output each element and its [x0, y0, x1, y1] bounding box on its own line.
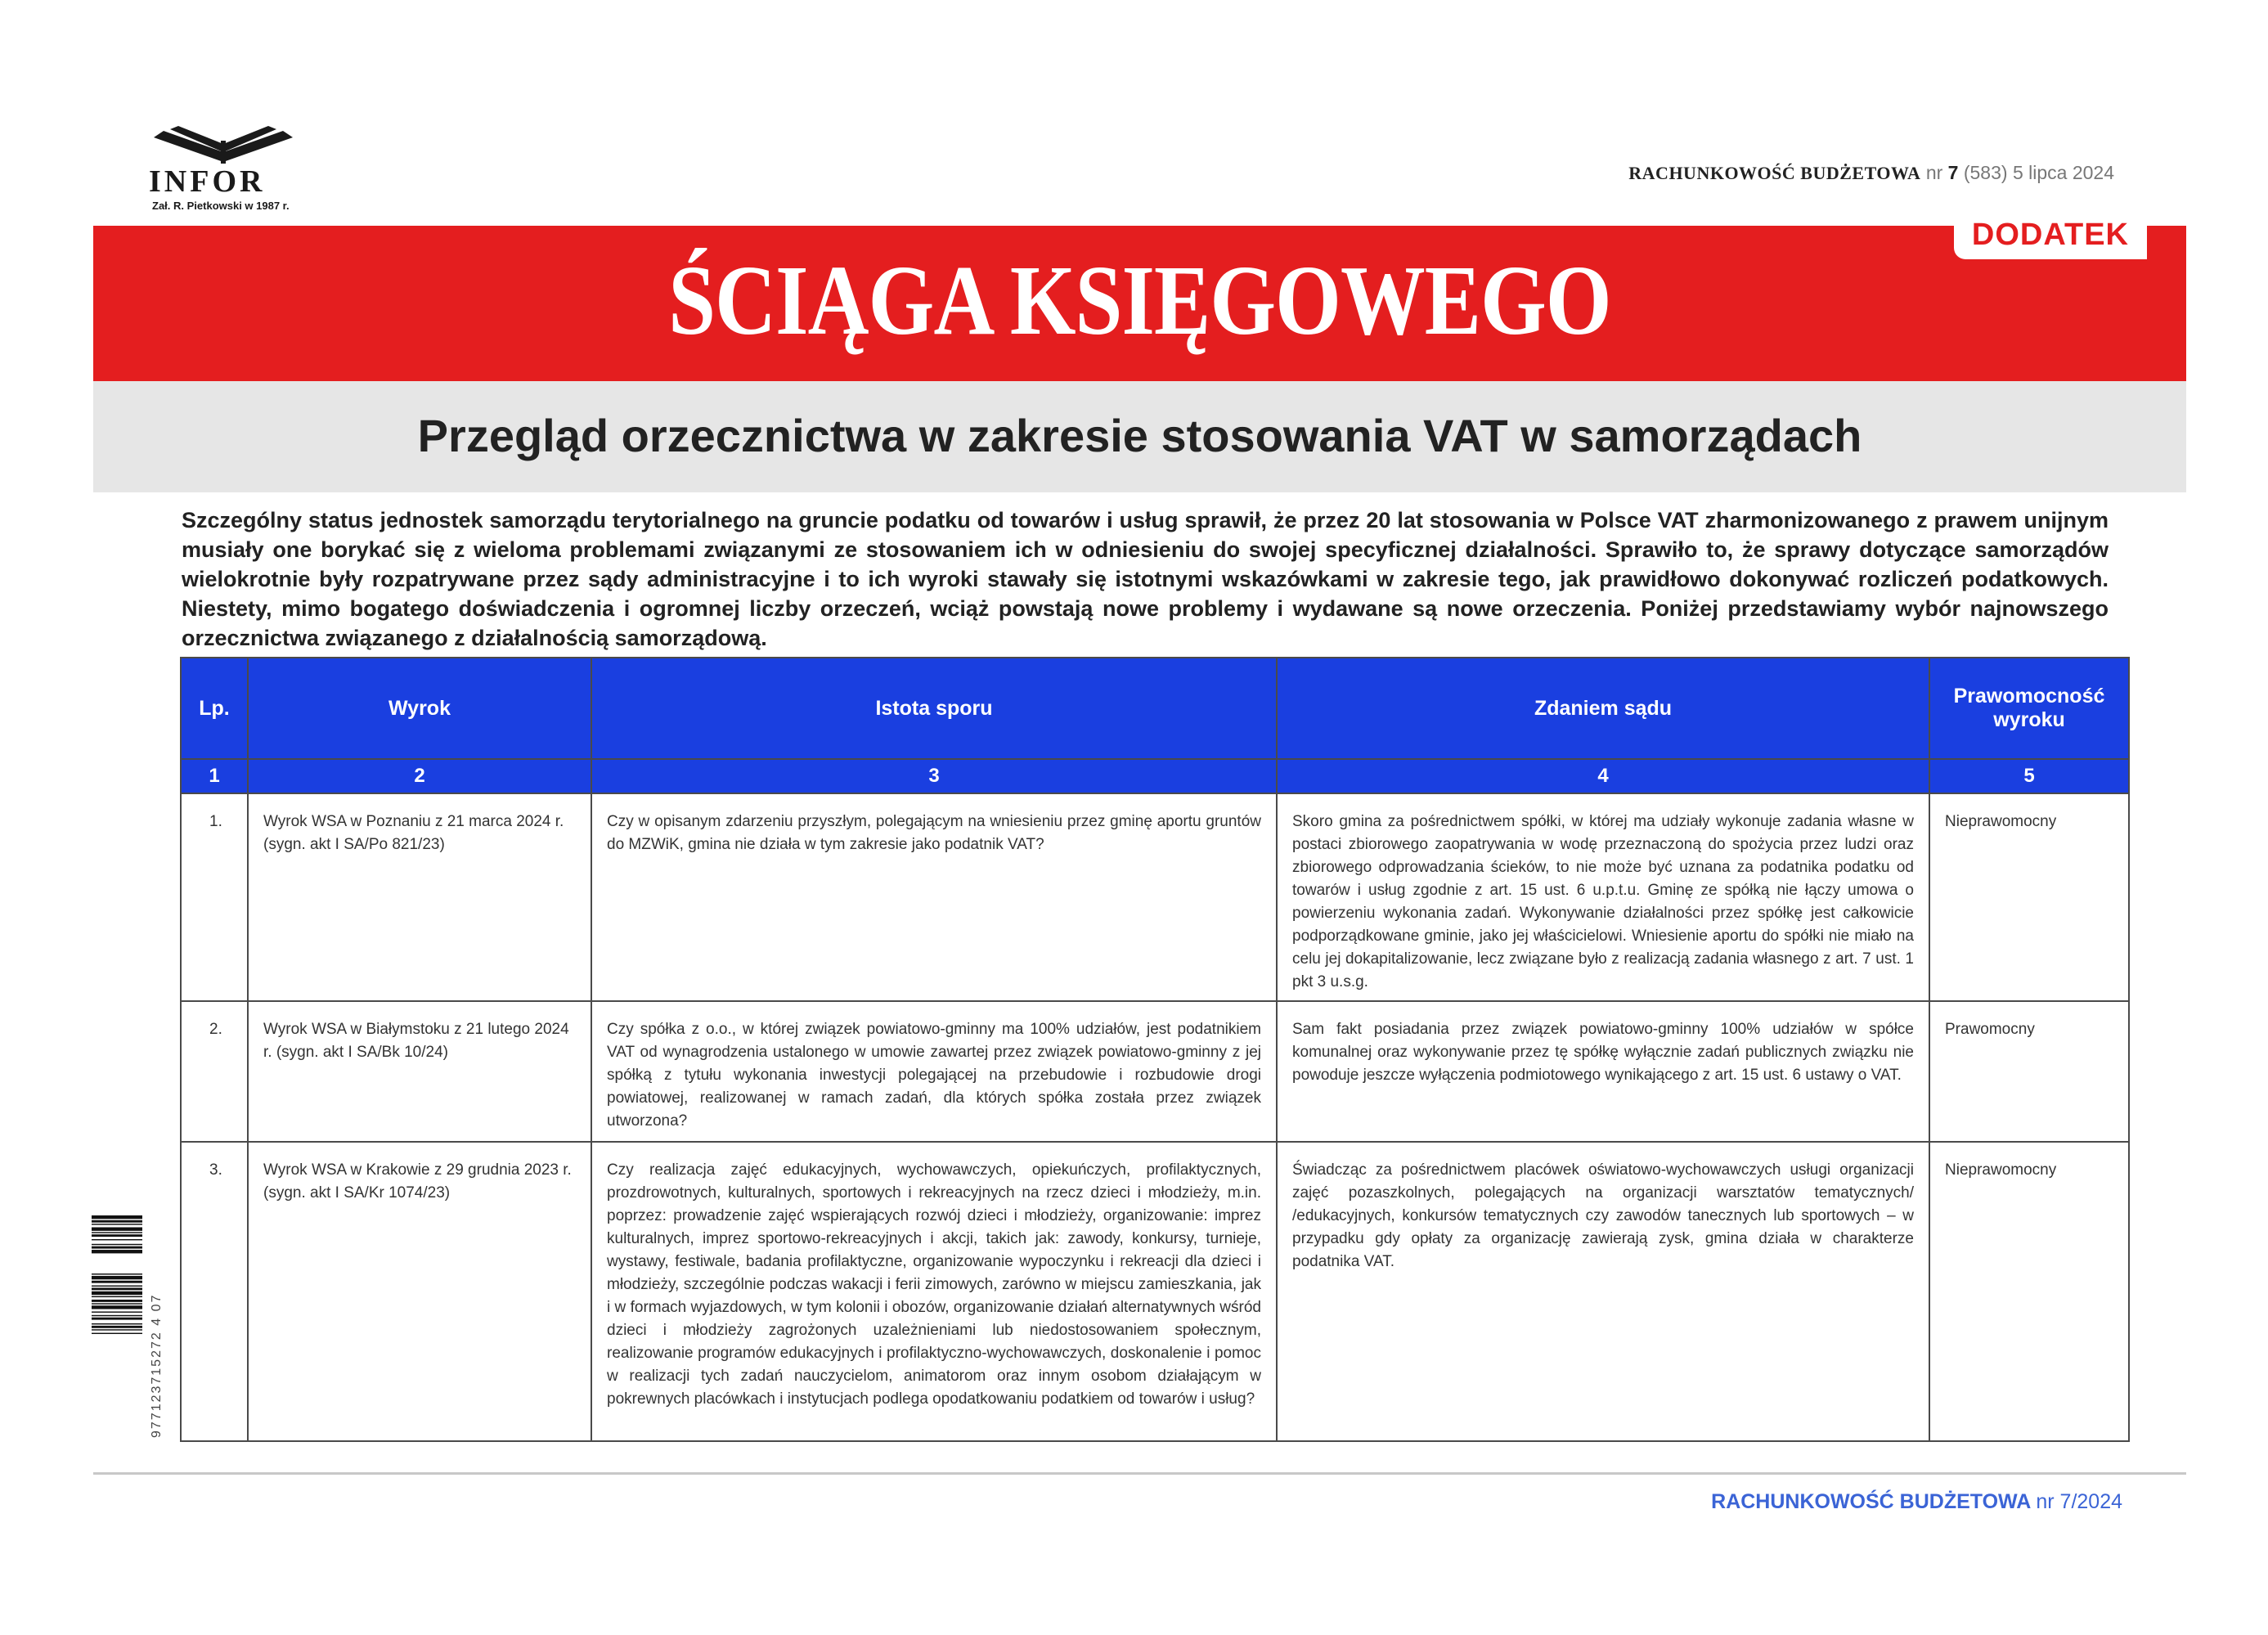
footer-publication: RACHUNKOWOŚĆ BUDŻETOWA [1711, 1490, 2031, 1513]
cell-istota: Czy w opisanym zdarzeniu przyszłym, polegającym na wniesieniu przez gminę aportu gruntów do MZWiK, gmina nie działa w tym zakresie jako podatnik VAT? [591, 793, 1277, 1001]
issue-nr-label: nr [1925, 162, 1943, 183]
barcode-number: 977123715272 4 07 [150, 1293, 164, 1438]
col-number: 3 [591, 759, 1277, 793]
issue-info [1628, 162, 2114, 184]
cell-prawomocnosc: Nieprawomocny [1929, 1142, 2129, 1441]
col-number: 4 [1277, 759, 1929, 793]
table-row [181, 1001, 2129, 1142]
cell-zdaniem: Świadcząc za pośrednictwem placówek oświatowo-wychowawczych usługi organizacji zajęć pozaszkolnych, polegających na organizacji warsztatów tematycznych/ /edukacyjnych, konkursów tematycznych czy zawodów tanecznych lub sportowych – w przypadku gdy opłaty za organizację zawierają zysk, gmina działa w charakterze podatnika VAT. [1277, 1142, 1929, 1441]
logo-text: INFOR [149, 164, 266, 199]
cell-istota: Czy realizacja zajęć edukacyjnych, wychowawczych, opiekuńczych, profilaktycznych, prozdrowotnych, kulturalnych, sportowych i rekreacyjnych na rzecz dzieci i młodzieży, m.in. poprzez: prowadzenie zajęć wspierających rozwój dzieci i młodzieży, organizowanie: imprez kulturalnych, imprez sportowo-rekreacyjnych i akcji, takich jak: zawody, konkursy, turnieje, wystawy, festiwale, badania profilaktyczne, organizowanie wypoczynku i rekreacji dla dzieci i młodzieży, szczególnie podczas wakacji i ferii zimowych, zarówno w miejscu zamieszkania, jak i w formach wyjazdowych, w tym kolonii i obozów, organizowanie działań alternatywnych wśród dzieci i młodzieży zagrożonych uzależnieniami lub niedostosowaniem społecznym, realizowanie programów edukacyjnych i profilaktyczno-wychowawczych, doskonalenie i pomoc w realizacji tych zadań nauczycielom, animatorom oraz innym osobom działającym w pokrewnych placówkach i instytucjach podlega opodatkowaniu podatkiem od towarów i usług? [591, 1142, 1277, 1441]
page-title: ŚCIĄGA KSIĘGOWEGO [668, 245, 1611, 356]
table-header-row [181, 658, 2129, 759]
book-wings-icon [146, 124, 301, 165]
issue-number: 7 [1947, 162, 1959, 183]
cell-wyrok: Wyrok WSA w Białymstoku z 21 lutego 2024 r. (sygn. akt I SA/Bk 10/24) [248, 1001, 591, 1142]
col-number: 2 [248, 759, 591, 793]
table-row [181, 793, 2129, 1001]
cell-prawomocnosc: Nieprawomocny [1929, 793, 2129, 1001]
intro-paragraph: Szczególny status jednostek samorządu terytorialnego na gruncie podatku od towarów i usług sprawił, że przez 20 lat stosowania w Polsce VAT zharmonizowanego z prawem unijnym musiały one borykać się z wieloma problemami związanymi ze stosowaniem ich w odniesieniu do swojej specyficznej działalności. Sprawiło to, że sprawy dotyczące samorządów wielokrotnie były rozpatrywane przez sądy administracyjne i to ich wyroki stawały się istotnymi wskazówkami w zakresie tego, jak prawidłowo dokonywać rozliczeń podatkowych. Niestety, mimo bogatego doświadczenia i ogromnej liczby orzeczeń, wciąż powstają nowe problemy i wydawane są nowe orzeczenia. Poniżej przedstawiamy wybór najnowszego orzecznictwa związanego z działalnością samorządową. [182, 508, 2109, 650]
page-subtitle: Przegląd orzecznictwa w zakresie stosowania VAT w samorządach [417, 410, 1862, 461]
cell-zdaniem: Skoro gmina za pośrednictwem spółki, w której ma udziały wykonuje zadania własne w postaci zbiorowego zaopatrywania w wodę przeznaczoną do spożycia przez ludzi oraz zbiorowego odprowadzania ścieków, to nie może być uznana za podatnika podatku od towarów i usług zgodnie z art. 15 ust. 6 u.p.t.u. Gminę ze spółką nie łączy umowa o powierzeniu wykonania zadań. Wykonywanie działalności przez spółkę jest całkowicie podporządkowane gminie, jako jej właścicielowi. Wniesienie aportu do spółki nie miało na celu jej dokapitalizowanie, lecz związane było z realizacją zadania własnego z art. 7 ust. 1 pkt 3 u.s.g. [1277, 793, 1929, 1001]
col-number: 5 [1929, 759, 2129, 793]
footer [1711, 1490, 2122, 1514]
cell-zdaniem: Sam fakt posiadania przez związek powiatowo-gminny 100% udziałów w spółce komunalnej oraz wykonywanie przez tę spółkę wyłącznie zadań publicznych związku nie powoduje jeszcze wyłączenia podmiotowego wynikającego z art. 15 ust. 6 ustawy o VAT. [1277, 1001, 1929, 1142]
table-number-row [181, 759, 2129, 793]
subtitle-band [93, 381, 2186, 492]
cell-istota: Czy spółka z o.o., w której związek powiatowo-gminny ma 100% udziałów, jest podatnikiem VAT od wynagrodzenia ustalonego w umowie zawartej przez związek powiatowo-gminny z jej spółką z tytułu wykonania inwestycji polegającej na przebudowie i rozbudowie drogi powiatowej, realizowanej w ramach zadań, dla których spółka została przez związek utworzona? [591, 1001, 1277, 1142]
header-prawomocnosc: Prawomocność wyroku [1929, 658, 2129, 759]
header-zdaniem: Zdaniem sądu [1277, 658, 1929, 759]
cell-prawomocnosc: Prawomocny [1929, 1001, 2129, 1142]
footer-issue: nr 7/2024 [2036, 1490, 2122, 1513]
footer-divider [93, 1472, 2186, 1475]
logo-tagline: Zał. R. Pietkowski w 1987 r. [152, 200, 290, 212]
col-number: 1 [181, 759, 248, 793]
table-row [181, 1142, 2129, 1441]
infor-logo [146, 124, 309, 214]
cell-lp: 3. [181, 1142, 248, 1441]
cell-lp: 1. [181, 793, 248, 1001]
header-istota: Istota sporu [591, 658, 1277, 759]
cell-lp: 2. [181, 1001, 248, 1142]
header-lp: Lp. [181, 658, 248, 759]
supplement-badge: DODATEK [1954, 214, 2147, 259]
issue-date: 5 lipca 2024 [2012, 162, 2114, 183]
title-band [93, 218, 2186, 381]
cell-wyrok: Wyrok WSA w Poznaniu z 21 marca 2024 r. (sygn. akt I SA/Po 821/23) [248, 793, 591, 1001]
issue-publication: RACHUNKOWOŚĆ BUDŻETOWA [1628, 163, 1921, 183]
header-wyrok: Wyrok [248, 658, 591, 759]
issue-serial: (583) [1963, 162, 2008, 183]
cell-wyrok: Wyrok WSA w Krakowie z 29 grudnia 2023 r. (sygn. akt I SA/Kr 1074/23) [248, 1142, 591, 1441]
rulings-table [180, 657, 2130, 1442]
